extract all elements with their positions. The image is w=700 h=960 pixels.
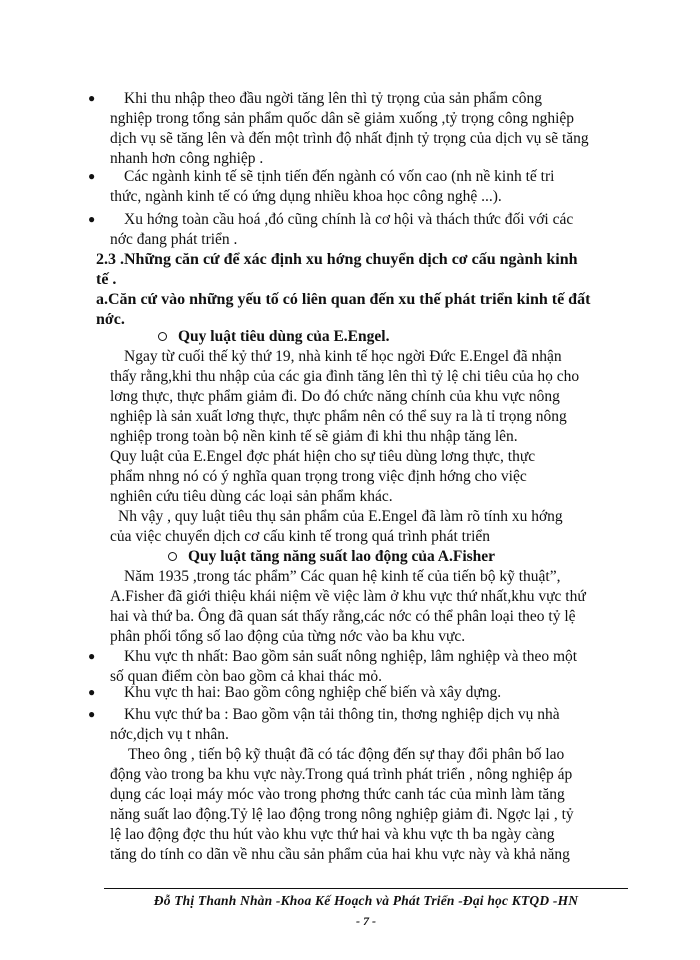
paragraph-line: Quy luật của E.Engel đợc phát hiện cho sự tiêu dùng lơng thực, thực (110, 448, 536, 465)
paragraph-line: Khu vực th nhất: Bao gồm sản suất nông nghiệp, lâm nghiệp và theo một (124, 648, 578, 665)
circle-bullet-icon (168, 552, 177, 561)
bullet-icon: ● (88, 91, 96, 105)
paragraph-line: phân phối tổng số lao động của từng nớc vào ba khu vực. (110, 628, 466, 645)
paragraph-line: Khu vực thứ ba : Bao gồm vận tải thông tin, thơng nghiệp dịch vụ nhà (124, 706, 560, 723)
bullet-icon: ● (88, 685, 96, 699)
footer-rule (104, 888, 628, 889)
paragraph-line: nghiên cứu tiêu dùng các loại sản phẩm khác. (110, 488, 393, 505)
paragraph-line: động vào trong ba khu vực này.Trong quá trình phát triển , nông nghiệp áp (110, 766, 573, 783)
paragraph-line: Các ngành kinh tế sẽ tịnh tiến đến ngành có vốn cao (nh nề kinh tế tri (124, 168, 555, 185)
paragraph-line: nghiệp là sản xuất lơng thực, thực phẩm nên có thể suy ra là tỉ trọng nông (110, 408, 567, 425)
bullet-icon: ● (88, 649, 96, 663)
paragraph-line: Khu vực th hai: Bao gồm công nghiệp chế biến và xây dựng. (124, 684, 502, 701)
bullet-icon: ● (88, 212, 96, 226)
paragraph-line: hai và thứ ba. Ông đã quan sát thấy rằng,các nớc có thể phân loại theo tỷ lệ (110, 608, 576, 625)
paragraph-line: Năm 1935 ,trong tác phẩm” Các quan hệ kinh tế của tiến bộ kỹ thuật”, (124, 568, 561, 585)
paragraph-line: của việc chuyển dịch cơ cấu kinh tế trong quá trình phát triển (110, 528, 491, 545)
paragraph-line: nớc đang phát triển . (110, 231, 238, 248)
paragraph-line: thấy rằng,khi thu nhập của các gia đình tăng lên thì tỷ lệ chi tiêu của họ cho (110, 368, 580, 385)
paragraph-line: số quan điểm còn bao gồm cả khai thác mỏ. (110, 668, 383, 685)
fisher-title: Quy luật tăng năng suất lao động của A.Fisher (188, 548, 496, 565)
page-number: - 7 - (356, 914, 376, 928)
section-heading: tế . (96, 271, 117, 288)
section-heading: 2.3 .Những căn cứ để xác định xu hớng chuyển dịch cơ cấu ngành kinh (96, 251, 578, 268)
engel-title: Quy luật tiêu dùng của E.Engel. (178, 328, 390, 345)
paragraph-line: dịch vụ sẽ tăng lên và đến một trình độ nhất định tỷ trọng của dịch vụ sẽ tăng (110, 130, 589, 147)
paragraph-line: tăng do tính co dãn về nhu cầu sản phẩm của hai khu vực này và khả năng (110, 846, 570, 863)
paragraph-line: nhanh hơn công nghiệp . (110, 150, 264, 167)
sub-heading: a.Căn cứ vào những yếu tố có liên quan đến xu thế phát triển kinh tế đất (96, 291, 591, 308)
paragraph-line: Khi thu nhập theo đầu ngời tăng lên thì tỷ trọng của sản phẩm công (124, 90, 543, 107)
paragraph-line: dụng các loại máy móc vào trong phơng thức canh tác của mình làm tăng (110, 786, 565, 803)
paragraph-line: nghiệp trong tổng sản phẩm quốc dân sẽ giảm xuống ,tỷ trọng công nghiệp (110, 110, 575, 127)
circle-bullet-icon (158, 332, 167, 341)
sub-heading: nớc. (96, 311, 125, 328)
paragraph-line: năng suất lao động.Tỷ lệ lao động trong nông nghiệp giảm đi. Ngợc lại , tỷ (110, 806, 574, 823)
paragraph-line: Nh vậy , quy luật tiêu thụ sản phẩm của E.Engel đã làm rõ tính xu hớng (118, 508, 563, 525)
bullet-icon: ● (88, 707, 96, 721)
paragraph-line: Xu hớng toàn cầu hoá ,đó cũng chính là cơ hội và thách thức đối với các (124, 211, 574, 228)
footer-text: Đỗ Thị Thanh Nhàn -Khoa Kế Hoạch và Phát Triển -Đại học KTQD -HN (153, 893, 579, 908)
paragraph-line: Ngay từ cuối thế kỷ thứ 19, nhà kinh tế học ngời Đức E.Engel đã nhận (124, 348, 562, 365)
paragraph-line: lệ lao động đợc thu hút vào khu vực thứ hai và khu vực th ba ngày càng (110, 826, 555, 843)
paragraph-line: A.Fisher đã giới thiệu khái niệm về việc làm ở khu vực thứ nhất,khu vực thứ (110, 588, 586, 605)
paragraph-line: nớc,dịch vụ t nhân. (110, 726, 229, 743)
bullet-icon: ● (88, 169, 96, 183)
paragraph-line: Theo ông , tiến bộ kỹ thuật đã có tác động đến sự thay đổi phân bố lao (128, 746, 565, 763)
paragraph-line: thức, ngành kinh tế có ứng dụng nhiều khoa học công nghệ ...). (110, 188, 502, 205)
paragraph-line: lơng thực, thực phẩm giảm đi. Do đó chức năng chính của khu vực nông (110, 388, 560, 405)
paragraph-line: phẩm nhng nó có ý nghĩa quan trọng trong việc định hớng cho việc (110, 468, 527, 485)
paragraph-line: nghiệp trong toàn bộ nền kinh tế sẽ giảm đi khi thu nhập tăng lên. (110, 428, 518, 445)
